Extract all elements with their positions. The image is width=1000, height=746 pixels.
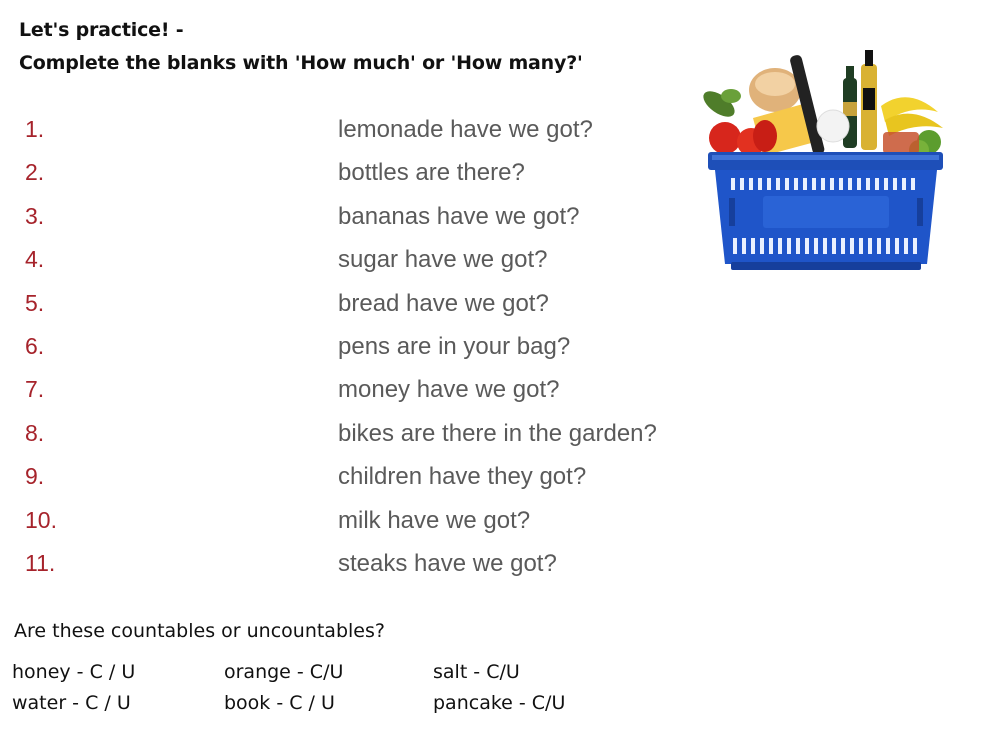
question-text: milk have we got? <box>338 506 531 534</box>
question-text: steaks have we got? <box>338 549 557 577</box>
countable-item-pancake: pancake - C/U <box>433 692 566 714</box>
question-list <box>0 108 740 585</box>
question-text: bikes are there in the garden? <box>338 419 657 447</box>
question-number: 2. <box>25 159 45 186</box>
question-number: 6. <box>25 332 45 359</box>
question-row <box>0 455 740 498</box>
question-row <box>0 195 740 238</box>
countable-item-book: book - C / U <box>224 692 335 714</box>
countable-item-orange: orange - C/U <box>224 661 344 683</box>
question-number: 8. <box>25 419 45 446</box>
question-row <box>0 499 740 542</box>
header-instructions: Complete the blanks with 'How much' or 'How many?' <box>19 52 583 74</box>
countable-item-salt: salt - C/U <box>433 661 520 683</box>
question-number: 10. <box>25 506 57 533</box>
question-text: sugar have we got? <box>338 246 548 274</box>
question-row <box>0 412 740 455</box>
question-number: 7. <box>25 376 45 403</box>
countables-prompt: Are these countables or uncountables? <box>14 620 385 642</box>
question-row <box>0 368 740 411</box>
question-text: pens are in your bag? <box>338 332 571 360</box>
question-text: bananas have we got? <box>338 202 580 230</box>
question-text: lemonade have we got? <box>338 116 593 143</box>
question-row <box>0 282 740 325</box>
question-number: 9. <box>25 463 45 490</box>
question-row <box>0 108 740 151</box>
question-row <box>0 542 740 585</box>
question-row <box>0 238 740 281</box>
question-text: money have we got? <box>338 376 560 404</box>
question-text: bottles are there? <box>338 159 525 187</box>
header-title: Let's practice! - <box>19 19 184 41</box>
worksheet-header <box>19 14 583 80</box>
question-number: 5. <box>25 289 45 316</box>
countable-item-honey: honey - C / U <box>12 661 136 683</box>
question-row <box>0 325 740 368</box>
question-number: 1. <box>25 116 45 142</box>
grocery-basket-icon <box>693 46 955 278</box>
countable-item-water: water - C / U <box>12 692 131 714</box>
question-text: bread have we got? <box>338 289 549 317</box>
question-number: 4. <box>25 246 45 273</box>
question-text: children have they got? <box>338 463 587 491</box>
question-number: 11. <box>25 549 56 576</box>
question-number: 3. <box>25 202 45 229</box>
question-row <box>0 151 740 194</box>
